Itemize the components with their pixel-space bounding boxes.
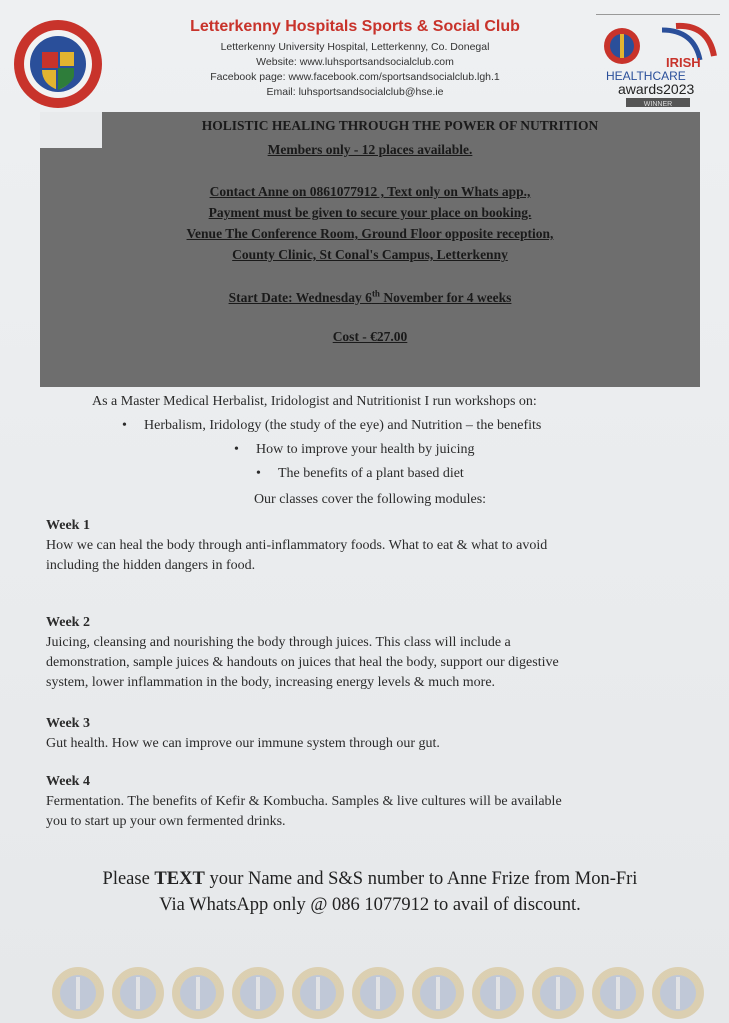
intro-bullet: • Herbalism, Iridology (the study of the eye) and Nutrition – the benefits [144, 418, 541, 433]
club-address: Letterkenny University Hospital, Letterkenny, Co. Donegal [220, 41, 490, 53]
crest-watermark-icon [230, 965, 286, 1021]
week-title: Week 4 [46, 774, 90, 789]
week-line: you to start up your own fermented drinks. [46, 814, 286, 829]
notice-payment: Payment must be given to secure your place on booking. [208, 205, 532, 220]
club-website[interactable]: Website: www.luhsportsandsocialclub.com [256, 56, 454, 68]
award-line2: HEALTHCARE [606, 69, 686, 83]
club-email[interactable]: Email: luhsportsandsocialclub@hse.ie [266, 86, 444, 98]
week-line: including the hidden dangers in food. [46, 558, 256, 573]
intro-section [40, 390, 700, 486]
crest-watermark-icon [350, 965, 406, 1021]
booking-instructions [40, 866, 700, 918]
week-title: Week 1 [46, 518, 90, 533]
crest-watermark-icon [50, 965, 106, 1021]
booking-line2: Via WhatsApp only @ 086 1077912 to avail of discount. [159, 895, 581, 915]
notice-start-date: Start Date: Wednesday 6th November for 4 weeks [228, 288, 512, 305]
crest-watermark-icon [110, 965, 166, 1021]
club-crest-logo [12, 18, 104, 110]
week-block [46, 772, 706, 832]
club-header [130, 18, 580, 100]
crest-watermark-icon [170, 965, 226, 1021]
week-line: system, lower inflammation in the body, increasing energy levels & much more. [46, 675, 496, 690]
irish-healthcare-awards-logo [596, 16, 720, 108]
notice-cost: Cost - €27.00 [332, 329, 408, 344]
week-block [46, 516, 706, 576]
intro-bullet: • How to improve your health by juicing [256, 442, 475, 457]
week-line: demonstration, sample juices & handouts on juices that heal the body, support our digestive [46, 655, 559, 670]
week-line: How we can heal the body through anti-inflammatory foods. What to eat & what to avoid [46, 538, 548, 553]
award-line1: IRISH [666, 55, 701, 70]
week-line: Gut health. How we can improve our immune system through our gut. [46, 736, 440, 751]
week-title: Week 3 [46, 716, 90, 731]
award-line4: WINNER [643, 101, 673, 108]
week-title: Week 2 [46, 615, 90, 630]
intro-bullet: • The benefits of a plant based diet [278, 466, 464, 481]
notice-venue-line1: Venue The Conference Room, Ground Floor opposite reception, [186, 226, 554, 241]
week-line: Fermentation. The benefits of Kefir & Kombucha. Samples & live cultures will be available [46, 794, 562, 809]
club-facebook[interactable]: Facebook page: www.facebook.com/sportsandsocialclub.lgh.1 [210, 71, 500, 83]
award-divider [596, 14, 720, 15]
week-line: Juicing, cleansing and nourishing the body through juices. This class will include a [46, 635, 511, 650]
crest-watermark-icon [410, 965, 466, 1021]
notice-title: HOLISTIC HEALING THROUGH THE POWER OF NUTRITION [201, 118, 599, 133]
notice-members: Members only - 12 places available. [267, 142, 473, 157]
crest-watermark-icon [650, 965, 706, 1021]
award-line3: awards2023 [618, 81, 695, 97]
club-title: Letterkenny Hospitals Sports & Social Club [190, 18, 520, 35]
week-block [46, 714, 706, 754]
crest-watermark-icon [530, 965, 586, 1021]
week-block [46, 613, 706, 693]
intro-lead: As a Master Medical Herbalist, Iridologist and Nutritionist I run workshops on: [92, 394, 537, 409]
crest-watermark-icon [590, 965, 646, 1021]
watermark-row [50, 965, 710, 1023]
notice-venue-line2: County Clinic, St Conal's Campus, Letterkenny [232, 247, 508, 262]
crest-watermark-icon [470, 965, 526, 1021]
crest-watermark-icon [290, 965, 346, 1021]
notice-contact: Contact Anne on 0861077912 , Text only on Whats app., [209, 184, 531, 199]
booking-line1: Please TEXT your Name and S&S number to Anne Frize from Mon-Fri [102, 869, 638, 889]
modules-heading: Our classes cover the following modules: [253, 492, 487, 507]
